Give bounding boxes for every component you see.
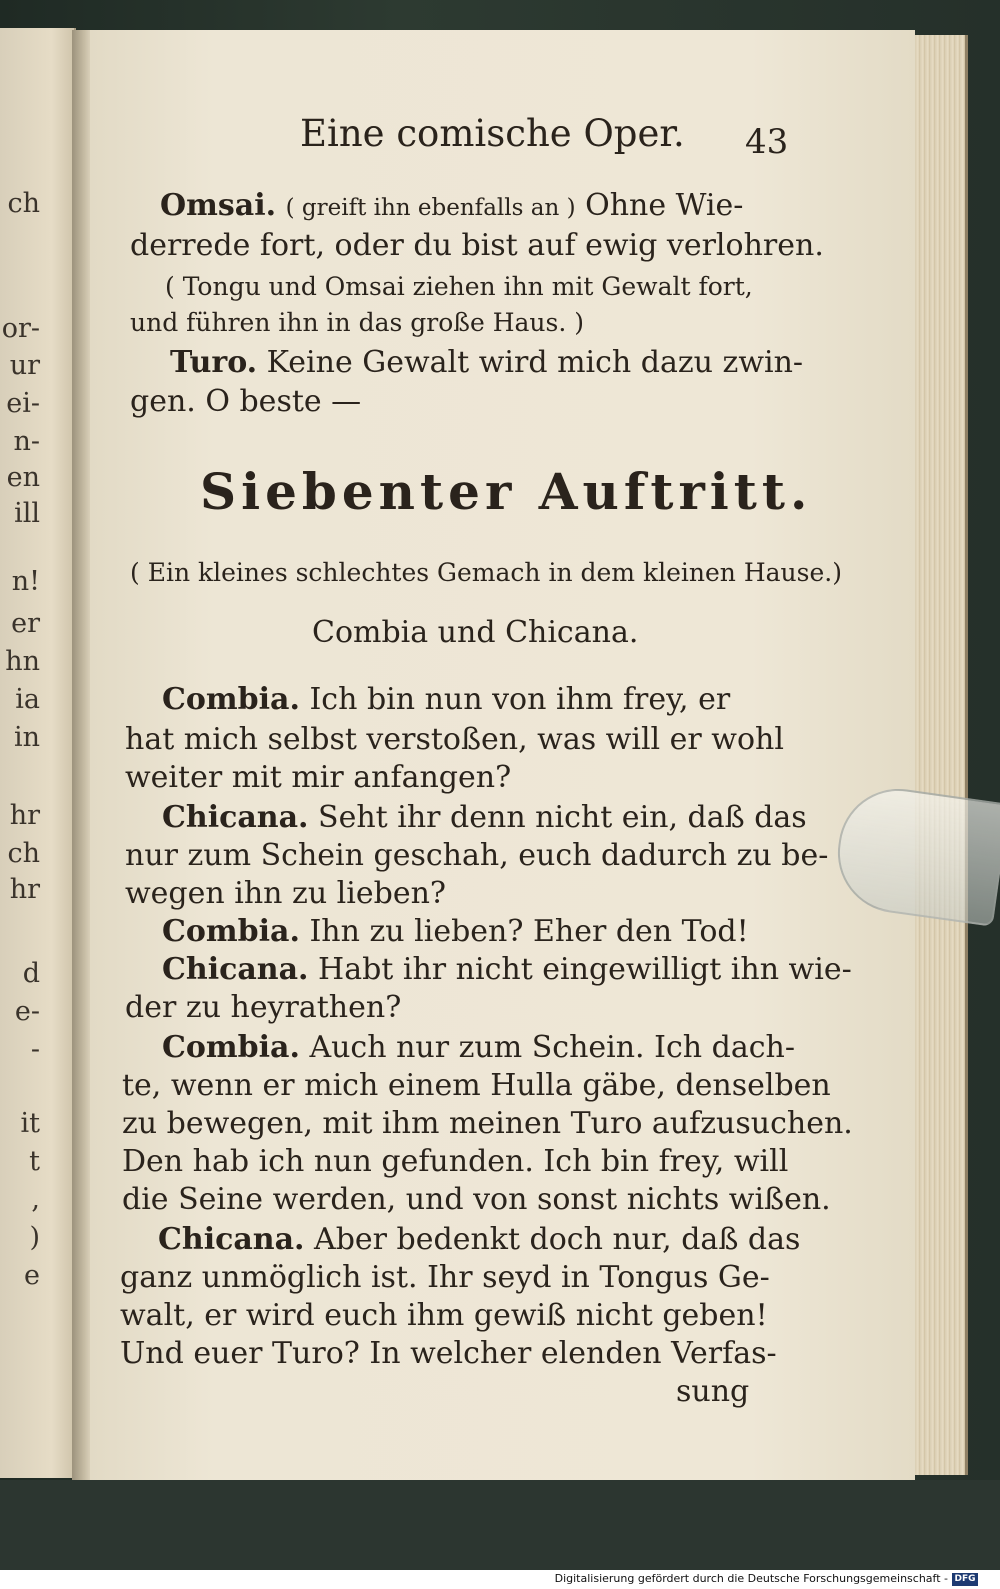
text-line: zu bewegen, mit ihm meinen Turo aufzusuchen. xyxy=(122,1106,853,1141)
prev-fragment: d xyxy=(22,958,40,989)
text-line xyxy=(160,188,743,223)
prev-fragment: or- xyxy=(1,313,40,344)
speaker-name: Omsai. xyxy=(160,188,277,223)
dfg-logo: DFG xyxy=(952,1573,978,1586)
speaker-name: Chicana. xyxy=(162,952,309,987)
text-line: walt, er wird euch ihm gewiß nicht geben! xyxy=(120,1298,768,1333)
prev-fragment: hr xyxy=(9,874,40,905)
prev-fragment: - xyxy=(30,1034,40,1065)
prev-fragment: ia xyxy=(15,684,40,715)
text-line: Den hab ich nun gefunden. Ich bin frey, will xyxy=(122,1144,789,1179)
prev-fragment: it xyxy=(20,1108,40,1139)
speaker-name: Combia. xyxy=(162,914,300,949)
speech-text: Ich bin nun von ihm frey, er xyxy=(309,682,731,717)
text-line: Und euer Turo? In welcher elenden Verfas- xyxy=(120,1336,777,1371)
prev-fragment: n! xyxy=(11,566,40,597)
text-line xyxy=(162,682,730,717)
running-head: Eine comische Oper. xyxy=(300,112,685,155)
speaker-name: Combia. xyxy=(162,682,300,717)
prev-fragment: t xyxy=(29,1146,40,1177)
prev-fragment: hr xyxy=(9,800,40,831)
text-line: ganz unmöglich ist. Ihr seyd in Tongus Ge- xyxy=(120,1260,770,1295)
text-line xyxy=(170,345,803,380)
bottom-background xyxy=(0,1480,1000,1570)
page-stack-edge xyxy=(910,35,968,1475)
text-line xyxy=(162,800,807,835)
text-line xyxy=(158,1222,800,1257)
prev-fragment: ) xyxy=(29,1222,40,1253)
speech-text: Keine Gewalt wird mich dazu zwin- xyxy=(266,345,804,380)
speech-text: Habt ihr nicht eingewilligt ihn wie- xyxy=(318,952,852,987)
speech-text: Auch nur zum Schein. Ich dach- xyxy=(309,1030,795,1065)
prev-fragment: ei- xyxy=(6,388,40,419)
speaker-name: Chicana. xyxy=(158,1222,305,1257)
digitization-credit: Digitalisierung gefördert durch die Deutsche Forschungsgemeinschaft - xyxy=(554,1572,948,1585)
speaker-name: Turo. xyxy=(170,345,258,380)
speech-text: Aber bedenkt doch nur, daß das xyxy=(314,1222,801,1257)
prev-fragment: e- xyxy=(14,996,40,1027)
page-number: 43 xyxy=(745,122,789,162)
text-line: weiter mit mir anfangen? xyxy=(125,760,512,795)
prev-fragment: , xyxy=(31,1184,40,1215)
text-line: die Seine werden, und von sonst nichts wißen. xyxy=(122,1182,831,1217)
speech-text: Seht ihr denn nicht ein, daß das xyxy=(318,800,807,835)
dramatis-personae: Combia und Chicana. xyxy=(312,615,639,650)
speaker-name: Chicana. xyxy=(162,800,309,835)
prev-fragment: ill xyxy=(14,498,40,529)
text-line xyxy=(162,914,749,949)
text-line: derrede fort, oder du bist auf ewig verlohren. xyxy=(130,228,824,263)
prev-fragment: n- xyxy=(13,426,40,457)
speaker-name: Combia. xyxy=(162,1030,300,1065)
prev-fragment: ur xyxy=(9,350,40,381)
catchword: sung xyxy=(676,1374,750,1409)
speech-text: Ihn zu lieben? Eher den Tod! xyxy=(309,914,749,949)
prev-fragment: e xyxy=(24,1260,40,1291)
text-line: der zu heyrathen? xyxy=(125,990,402,1025)
stage-direction: ( Tongu und Omsai ziehen ihn mit Gewalt fort, xyxy=(165,272,753,301)
prev-fragment: in xyxy=(13,722,40,753)
text-line: gen. O beste — xyxy=(130,384,362,419)
speech-text: Ohne Wie- xyxy=(585,188,744,223)
scene-heading: Siebenter Auftritt. xyxy=(200,462,813,521)
text-line xyxy=(162,952,852,987)
prev-fragment: en xyxy=(6,462,40,493)
text-line: wegen ihn zu lieben? xyxy=(125,876,446,911)
text-line xyxy=(162,1030,795,1065)
stage-direction: und führen ihn in das große Haus. ) xyxy=(130,308,585,337)
text-line: te, wenn er mich einem Hulla gäbe, denselben xyxy=(122,1068,831,1103)
text-line: nur zum Schein geschah, euch dadurch zu be- xyxy=(125,838,829,873)
stage-aside: ( greift ihn ebenfalls an ) xyxy=(285,195,576,221)
prev-fragment: hn xyxy=(5,646,40,677)
stage-direction: ( Ein kleines schlechtes Gemach in dem kleinen Hause.) xyxy=(130,558,842,587)
previous-page-edge xyxy=(0,28,76,1478)
prev-fragment: ch xyxy=(7,838,40,869)
text-line: hat mich selbst verstoßen, was will er wohl xyxy=(125,722,784,757)
prev-fragment: er xyxy=(11,608,40,639)
prev-fragment: ch xyxy=(7,188,40,219)
